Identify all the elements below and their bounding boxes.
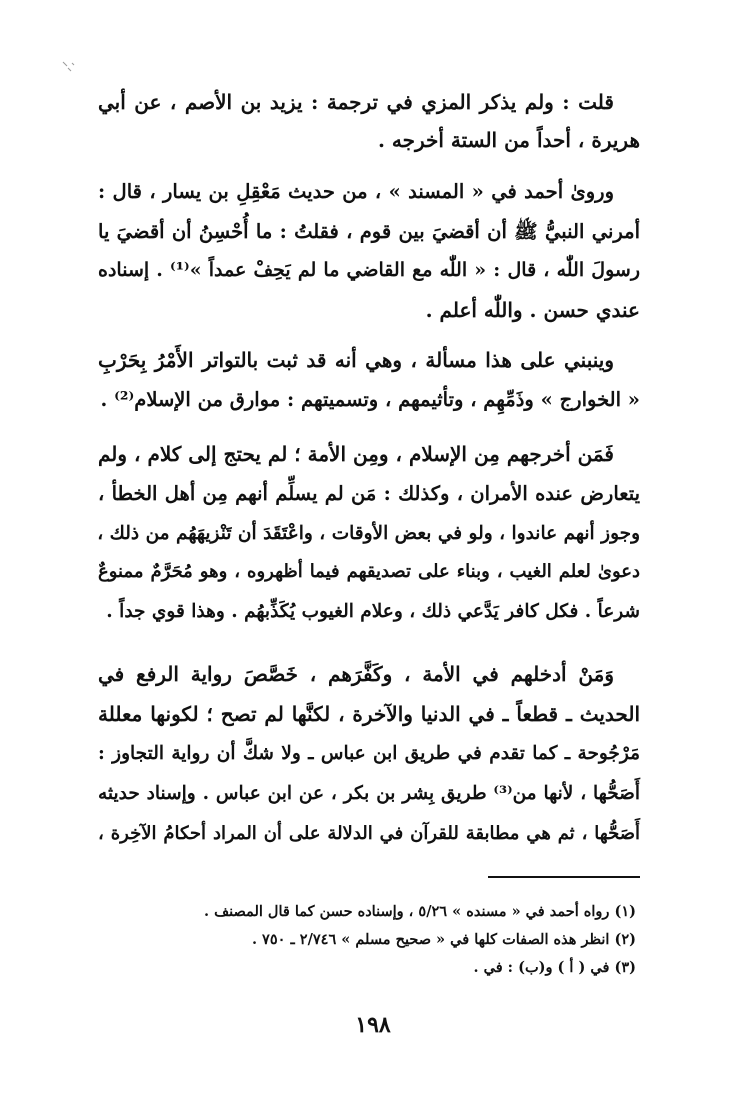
body-text-line: الحديث ـ قطعاً ـ في الدنيا والآخرة ، لكنَّها لم تصح ؛ لكونها معللة bbox=[98, 702, 640, 726]
body-text-line: شرعاً . فكل كافر يَدَّعي ذلك ، وعلام الغيوب يُكَذِّبهُم . وهذا قوي جداً . bbox=[106, 601, 640, 622]
body-text-line: وينبني على هذا مسألة ، وهي أنه قد ثبت بالتواتر الأَمْرُ بِحَرْبِ bbox=[98, 348, 614, 372]
body-text-line: هريرة ، أحداً من الستة أخرجه . bbox=[377, 128, 640, 152]
body-text-line: دعوىٰ لعلم الغيب ، وبناء على تصديقهم فيما أظهروه ، وهو مُحَرَّمٌ ممنوعٌ bbox=[98, 561, 640, 582]
footnote: (٢) انظر هذه الصفات كلها في « صحيح مسلم » ٢/٧٤٦ ـ ٧٥٠ . bbox=[251, 931, 636, 948]
body-text-line: فَمَن أخرجهم مِن الإسلام ، ومِن الأمة ؛ لم يحتج إلى كلام ، ولم bbox=[98, 442, 614, 466]
scan-speck bbox=[62, 60, 76, 74]
body-text-line: يتعارض عنده الأمران ، وكذلك : مَن لم يسلِّم أنهم مِن أهل الخطأ ، bbox=[98, 482, 640, 505]
footnote: (١) رواه أحمد في « مسنده » ٥/٢٦ ، وإسناده حسن كما قال المصنف . bbox=[204, 903, 636, 920]
body-text-line: مَرْجُوحة ـ كما تقدم في طريق ابن عباس ـ ولا شكَّ أن رواية التجاوز : bbox=[98, 743, 640, 764]
body-text-line: « الخوارج » وذَمِّهِم ، وتأثيمهم ، وتسميتهم : موارق من الإسلام⁽²⁾ . bbox=[100, 388, 640, 411]
body-text-line: أَصَحُّها ، ثم هي مطابقة للقرآن في الدلالة على أن المراد أحكامُ الآخِرة ، bbox=[98, 823, 640, 844]
body-text-line: وَمَنْ أدخلهم في الأمة ، وكَفَّرَهم ، خَصَّصَ رواية الرفع في bbox=[98, 662, 614, 686]
body-text-line: رسولَ اللّٰه ، قال : « اللّٰه مع القاضي ما لم يَحِفْ عمداً »⁽¹⁾ . إسناده bbox=[98, 259, 640, 281]
body-text-line: أَصَحُّها ، لأنها من⁽³⁾ طريق بِشر بن بكر ، عن ابن عباس . وإسناد حديثه bbox=[98, 783, 640, 804]
body-text-line: قلت : ولم يذكر المزي في ترجمة : يزيد بن الأصم ، عن أبي bbox=[98, 90, 614, 114]
body-text-line: وجوز أنهم عاندوا ، ولو في بعض الأوقات ، واعْتَقَدَ أن تَنْزيهَهُم من ذلك ، bbox=[97, 523, 640, 544]
body-text-line: أمرني النبيُّ ﷺ أن أقضيَ بين قوم ، فقلتُ : ما أُحْسِنُ أن أقضيَ يا bbox=[98, 220, 640, 243]
page-number: ١٩٨ bbox=[355, 1012, 391, 1038]
body-text-line: عندي حسن . واللّٰه أعلم . bbox=[425, 298, 640, 322]
footnote: (٣) في ( أ ) و(ب) : في . bbox=[473, 959, 636, 976]
body-text-line: وروىٰ أحمد في « المسند » ، من حديث مَعْقِلِ بن يسار ، قال : bbox=[98, 180, 614, 203]
footnote-separator bbox=[488, 876, 640, 878]
